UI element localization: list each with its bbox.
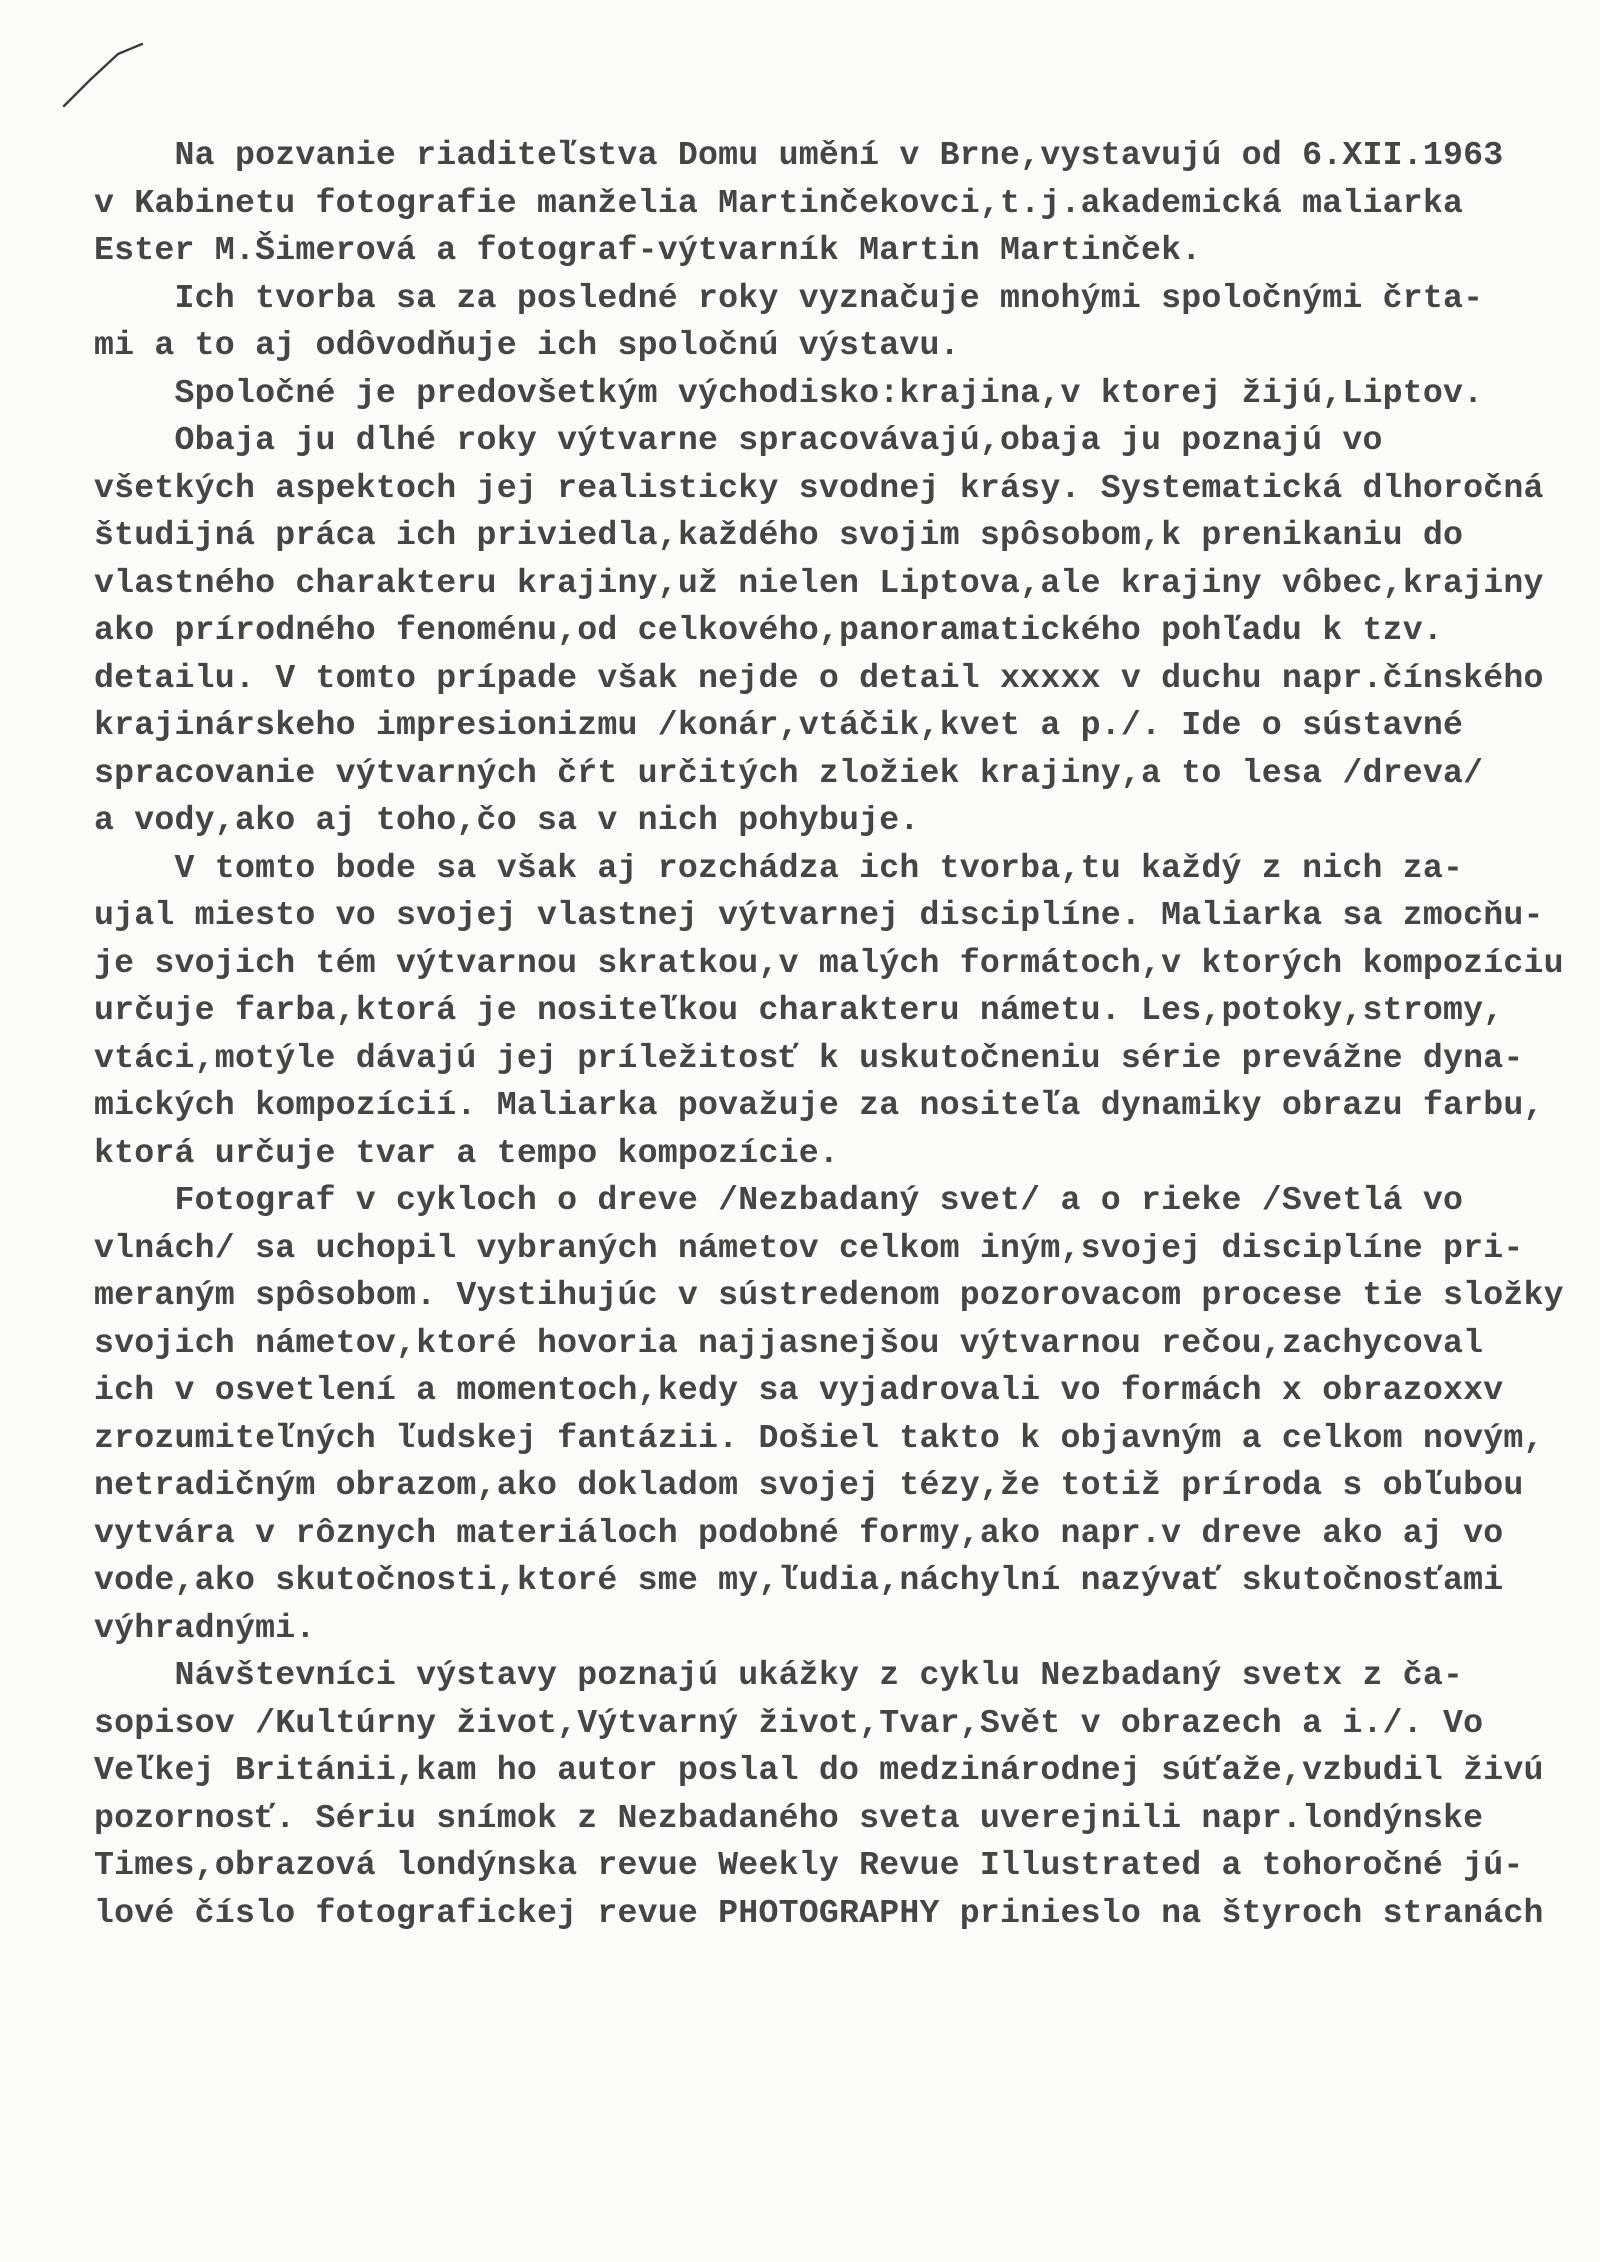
text-line: pozornosť. Sériu snímok z Nezbadaného sveta uverejnili napr.londýnske	[94, 1798, 1484, 1837]
text-line: Veľkej Británii,kam ho autor poslal do medzinárodnej súťaže,vzbudil živú	[94, 1751, 1544, 1789]
text-line: detailu. V tomto prípade však nejde o detail xxxxx v duchu napr.čínského	[94, 658, 1544, 697]
pen-stroke-mark	[60, 40, 150, 110]
text-line: vlnách/ sa uchopil vybraných námetov celkom iným,svojej disciplíne pri-	[94, 1228, 1524, 1267]
text-line: Ester M.Šimerová a fotograf-výtvarník Martin Martinček.	[94, 231, 1202, 269]
text-line: Fotograf v cykloch o dreve /Nezbadaný svet/ a o rieke /Svetlá vo	[94, 1181, 1464, 1219]
text-line: krajinárskeho impresionizmu /konár,vtáčik,kvet a p./. Ide o sústavné	[94, 706, 1464, 744]
text-line: Obaja ju dlhé roky výtvarne spracovávajú,obaja ju poznajú vo	[94, 421, 1383, 459]
typewritten-text	[94, 132, 1564, 1937]
text-line: mických kompozícií. Maliarka považuje za nositeľa dynamiky obrazu farbu,	[94, 1086, 1544, 1124]
text-line: určuje farba,ktorá je nositeľkou charakteru námetu. Les,potoky,stromy,	[94, 991, 1504, 1029]
text-line: Na pozvanie riaditeľstva Domu umění v Brne,vystavujú od 6.XII.1963	[94, 136, 1504, 174]
text-line: ich v osvetlení a momentoch,kedy sa vyjadrovali vo formách x obrazoxxv	[94, 1371, 1504, 1409]
text-line: vode,ako skutočnosti,ktoré sme my,ľudia,náchylní nazývať skutočnosťami	[94, 1561, 1504, 1599]
text-line: vytvára v rôznych materiáloch podobné formy,ako napr.v dreve ako aj vo	[94, 1513, 1504, 1552]
text-line: v Kabinetu fotografie manželia Martinčekovci,t.j.akademická maliarka	[94, 183, 1464, 222]
text-line: meraným spôsobom. Vystihujúc v sústredenom pozorovacom procese tie složky	[94, 1276, 1564, 1314]
text-line: výhradnými.	[94, 1608, 316, 1647]
text-line: svojich námetov,ktoré hovoria najjasnejšou výtvarnou rečou,zachycoval	[94, 1323, 1484, 1362]
text-line: V tomto bode sa však aj rozchádza ich tvorba,tu každý z nich za-	[94, 848, 1464, 887]
text-line: lové číslo fotografickej revue PHOTOGRAPHY prinieslo na štyroch stranách	[94, 1893, 1544, 1932]
text-line: všetkých aspektoch jej realisticky svodnej krásy. Systematická dlhoročná	[94, 468, 1544, 507]
text-line: sopisov /Kultúrny život,Výtvarný život,Tvar,Svět v obrazech a i./. Vo	[94, 1703, 1484, 1742]
text-line: vlastného charakteru krajiny,už nielen Liptova,ale krajiny vôbec,krajiny	[94, 563, 1544, 602]
text-line: mi a to aj odôvodňuje ich spoločnú výstavu.	[94, 326, 960, 364]
text-line: spracovanie výtvarných čŕt určitých zložiek krajiny,a to lesa /dreva/	[94, 753, 1484, 792]
text-line: je svojich tém výtvarnou skratkou,v malých formátoch,v ktorých kompozíciu	[94, 943, 1564, 982]
text-line: ktorá určuje tvar a tempo kompozície.	[94, 1133, 839, 1172]
text-line: netradičným obrazom,ako dokladom svojej tézy,že totiž príroda s obľubou	[94, 1466, 1524, 1504]
text-line: študijná práca ich priviedla,každého svojim spôsobom,k prenikaniu do	[94, 516, 1464, 554]
text-line: Ich tvorba sa za posledné roky vyznačuje mnohými spoločnými črta-	[94, 278, 1484, 317]
text-line: vtáci,motýle dávajú jej príležitosť k uskutočneniu série prevážne dyna-	[94, 1038, 1524, 1077]
text-line: Times,obrazová londýnska revue Weekly Revue Illustrated a tohoročné jú-	[94, 1846, 1524, 1884]
text-line: a vody,ako aj toho,čo sa v nich pohybuje.	[94, 801, 920, 839]
text-line: ako prírodného fenoménu,od celkového,panoramatického pohľadu k tzv.	[94, 611, 1444, 649]
text-line: Návštevníci výstavy poznajú ukážky z cyklu Nezbadaný svetx z ča-	[94, 1656, 1464, 1694]
text-line: Spoločné je predovšetkým východisko:krajina,v ktorej žijú,Liptov.	[94, 373, 1484, 412]
text-line: zrozumiteľných ľudskej fantázii. Došiel takto k objavným a celkom novým,	[94, 1418, 1544, 1457]
text-line: ujal miesto vo svojej vlastnej výtvarnej disciplíne. Maliarka sa zmocňu-	[94, 896, 1544, 934]
